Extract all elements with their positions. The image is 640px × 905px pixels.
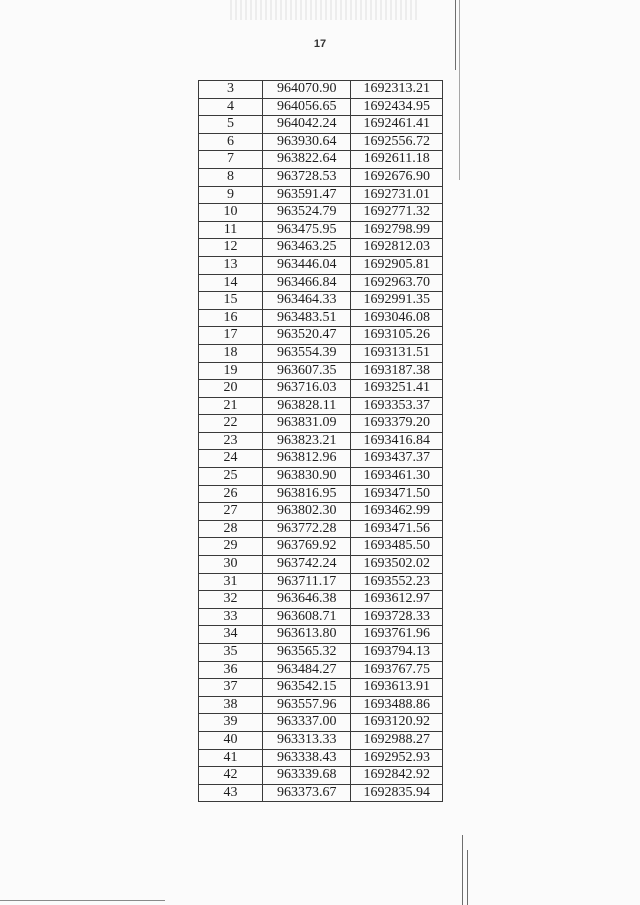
table-row [199,784,443,802]
x-coordinate-cell: 963646.38 [263,591,351,609]
x-coordinate-cell: 963446.04 [263,256,351,274]
point-number-cell: 35 [199,644,263,662]
table-row [199,116,443,134]
table-row [199,749,443,767]
y-coordinate-cell: 1692731.01 [351,186,443,204]
point-number-cell: 29 [199,538,263,556]
y-coordinate-cell: 1693251.41 [351,380,443,398]
table-row [199,767,443,785]
x-coordinate-cell: 964070.90 [263,81,351,99]
y-coordinate-cell: 1692905.81 [351,256,443,274]
y-coordinate-cell: 1692812.03 [351,239,443,257]
x-coordinate-cell: 963812.96 [263,450,351,468]
x-coordinate-cell: 963591.47 [263,186,351,204]
y-coordinate-cell: 1693502.02 [351,556,443,574]
table-row [199,644,443,662]
y-coordinate-cell: 1693485.50 [351,538,443,556]
y-coordinate-cell: 1692835.94 [351,784,443,802]
point-number-cell: 11 [199,221,263,239]
table-row [199,626,443,644]
point-number-cell: 31 [199,573,263,591]
point-number-cell: 22 [199,415,263,433]
table-row [199,608,443,626]
table-row [199,503,443,521]
y-coordinate-cell: 1693461.30 [351,468,443,486]
x-coordinate-cell: 963466.84 [263,274,351,292]
y-coordinate-cell: 1692556.72 [351,133,443,151]
y-coordinate-cell: 1692313.21 [351,81,443,99]
point-number-cell: 32 [199,591,263,609]
binding-line [455,0,456,70]
table-row [199,133,443,151]
y-coordinate-cell: 1693187.38 [351,362,443,380]
x-coordinate-cell: 963464.33 [263,292,351,310]
coordinates-table [198,80,443,802]
x-coordinate-cell: 964056.65 [263,98,351,116]
table-row [199,362,443,380]
y-coordinate-cell: 1693728.33 [351,608,443,626]
x-coordinate-cell: 964042.24 [263,116,351,134]
y-coordinate-cell: 1693131.51 [351,344,443,362]
table-row [199,591,443,609]
y-coordinate-cell: 1693471.56 [351,520,443,538]
x-coordinate-cell: 963475.95 [263,221,351,239]
table-row [199,468,443,486]
table-row [199,98,443,116]
point-number-cell: 16 [199,309,263,327]
table-row [199,239,443,257]
x-coordinate-cell: 963613.80 [263,626,351,644]
point-number-cell: 39 [199,714,263,732]
table-row [199,168,443,186]
y-coordinate-cell: 1692798.99 [351,221,443,239]
point-number-cell: 33 [199,608,263,626]
table-row [199,274,443,292]
x-coordinate-cell: 963520.47 [263,327,351,345]
table-row [199,397,443,415]
point-number-cell: 25 [199,468,263,486]
table-row [199,204,443,222]
y-coordinate-cell: 1693794.13 [351,644,443,662]
y-coordinate-cell: 1693471.50 [351,485,443,503]
point-number-cell: 15 [199,292,263,310]
point-number-cell: 7 [199,151,263,169]
x-coordinate-cell: 963373.67 [263,784,351,802]
point-number-cell: 43 [199,784,263,802]
point-number-cell: 8 [199,168,263,186]
table-row [199,573,443,591]
table-row [199,432,443,450]
table-row [199,344,443,362]
y-coordinate-cell: 1692676.90 [351,168,443,186]
point-number-cell: 36 [199,661,263,679]
table-row [199,380,443,398]
y-coordinate-cell: 1693552.23 [351,573,443,591]
page-number: 17 [313,38,327,50]
x-coordinate-cell: 963716.03 [263,380,351,398]
point-number-cell: 9 [199,186,263,204]
x-coordinate-cell: 963463.25 [263,239,351,257]
y-coordinate-cell: 1693120.92 [351,714,443,732]
x-coordinate-cell: 963822.64 [263,151,351,169]
point-number-cell: 20 [199,380,263,398]
y-coordinate-cell: 1692991.35 [351,292,443,310]
x-coordinate-cell: 963337.00 [263,714,351,732]
table-row [199,221,443,239]
point-number-cell: 28 [199,520,263,538]
x-coordinate-cell: 963542.15 [263,679,351,697]
x-coordinate-cell: 963728.53 [263,168,351,186]
y-coordinate-cell: 1692771.32 [351,204,443,222]
table-row [199,81,443,99]
point-number-cell: 37 [199,679,263,697]
point-number-cell: 42 [199,767,263,785]
y-coordinate-cell: 1692963.70 [351,274,443,292]
x-coordinate-cell: 963483.51 [263,309,351,327]
point-number-cell: 26 [199,485,263,503]
x-coordinate-cell: 963830.90 [263,468,351,486]
x-coordinate-cell: 963524.79 [263,204,351,222]
point-number-cell: 27 [199,503,263,521]
x-coordinate-cell: 963313.33 [263,731,351,749]
y-coordinate-cell: 1692461.41 [351,116,443,134]
x-coordinate-cell: 963742.24 [263,556,351,574]
y-coordinate-cell: 1693761.96 [351,626,443,644]
point-number-cell: 30 [199,556,263,574]
point-number-cell: 40 [199,731,263,749]
point-number-cell: 24 [199,450,263,468]
y-coordinate-cell: 1692952.93 [351,749,443,767]
y-coordinate-cell: 1693488.86 [351,696,443,714]
table-row [199,714,443,732]
page-edge-line [0,900,165,901]
x-coordinate-cell: 963484.27 [263,661,351,679]
y-coordinate-cell: 1693437.37 [351,450,443,468]
point-number-cell: 6 [199,133,263,151]
table-row [199,151,443,169]
x-coordinate-cell: 963554.39 [263,344,351,362]
y-coordinate-cell: 1692434.95 [351,98,443,116]
point-number-cell: 3 [199,81,263,99]
point-number-cell: 41 [199,749,263,767]
binding-line [459,0,460,180]
y-coordinate-cell: 1693105.26 [351,327,443,345]
y-coordinate-cell: 1693613.91 [351,679,443,697]
x-coordinate-cell: 963930.64 [263,133,351,151]
point-number-cell: 12 [199,239,263,257]
table-row [199,186,443,204]
table-row [199,696,443,714]
x-coordinate-cell: 963338.43 [263,749,351,767]
table-row [199,485,443,503]
y-coordinate-cell: 1693046.08 [351,309,443,327]
y-coordinate-cell: 1693416.84 [351,432,443,450]
table-row [199,731,443,749]
table-row [199,309,443,327]
x-coordinate-cell: 963769.92 [263,538,351,556]
y-coordinate-cell: 1692842.92 [351,767,443,785]
x-coordinate-cell: 963557.96 [263,696,351,714]
x-coordinate-cell: 963339.68 [263,767,351,785]
x-coordinate-cell: 963816.95 [263,485,351,503]
x-coordinate-cell: 963565.32 [263,644,351,662]
table-row [199,538,443,556]
x-coordinate-cell: 963607.35 [263,362,351,380]
point-number-cell: 21 [199,397,263,415]
point-number-cell: 34 [199,626,263,644]
x-coordinate-cell: 963828.11 [263,397,351,415]
y-coordinate-cell: 1692611.18 [351,151,443,169]
x-coordinate-cell: 963711.17 [263,573,351,591]
table-row [199,450,443,468]
y-coordinate-cell: 1693462.99 [351,503,443,521]
x-coordinate-cell: 963823.21 [263,432,351,450]
table-row [199,679,443,697]
point-number-cell: 14 [199,274,263,292]
x-coordinate-cell: 963608.71 [263,608,351,626]
table-row [199,415,443,433]
point-number-cell: 4 [199,98,263,116]
point-number-cell: 13 [199,256,263,274]
x-coordinate-cell: 963772.28 [263,520,351,538]
point-number-cell: 18 [199,344,263,362]
point-number-cell: 23 [199,432,263,450]
table-row [199,256,443,274]
table-row [199,520,443,538]
point-number-cell: 19 [199,362,263,380]
y-coordinate-cell: 1693379.20 [351,415,443,433]
point-number-cell: 10 [199,204,263,222]
table-row [199,292,443,310]
scan-noise [230,0,420,20]
table-row [199,661,443,679]
table-row [199,556,443,574]
binding-line [467,850,468,905]
x-coordinate-cell: 963802.30 [263,503,351,521]
point-number-cell: 38 [199,696,263,714]
table-row [199,327,443,345]
binding-line [462,835,463,905]
point-number-cell: 17 [199,327,263,345]
y-coordinate-cell: 1693353.37 [351,397,443,415]
y-coordinate-cell: 1693612.97 [351,591,443,609]
x-coordinate-cell: 963831.09 [263,415,351,433]
y-coordinate-cell: 1693767.75 [351,661,443,679]
point-number-cell: 5 [199,116,263,134]
y-coordinate-cell: 1692988.27 [351,731,443,749]
coordinates-table-body [199,81,443,802]
